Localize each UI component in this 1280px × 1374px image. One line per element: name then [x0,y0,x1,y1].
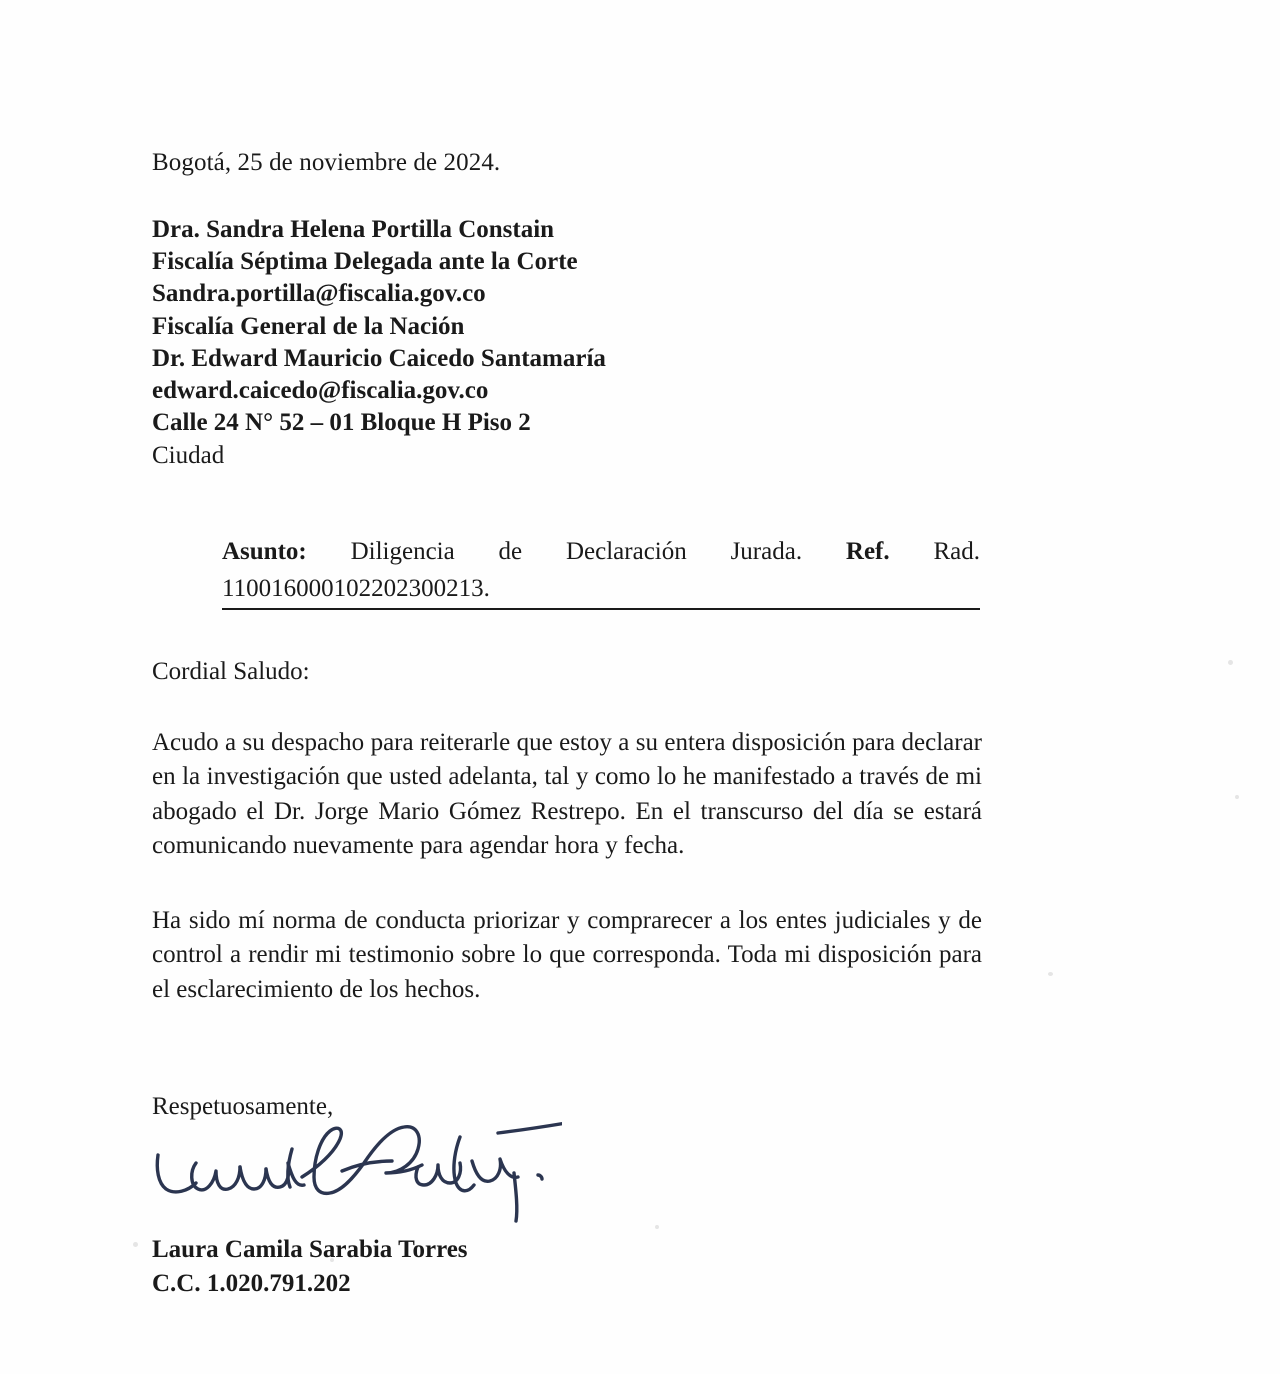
scan-speck [1228,660,1233,665]
subject-block [222,534,980,610]
addressee-line: Fiscalía Séptima Delegada ante la Corte [152,248,578,275]
subject-rad-tail: 3. [471,574,490,602]
handwritten-signature-icon [142,1115,562,1225]
letter-body [152,146,982,1300]
subject-word-1: Diligencia [350,537,455,565]
date-line: Bogotá, 25 de noviembre de 2024. [152,149,501,176]
subject-word-3: Declaración [565,537,687,565]
addressee-block [152,214,982,472]
signature-area [152,1121,982,1229]
subject-rad-label: Rad. [933,537,980,565]
addressee-line: Fiscalía General de la Nación [152,312,465,340]
addressee-line: Dra. Sandra Helena Portilla Constain [152,215,555,243]
subject-first-line [222,534,980,569]
scan-speck [1048,972,1053,976]
scan-speck [133,1242,138,1247]
subject-second-line [222,571,980,610]
subject-label: Asunto: [222,537,307,565]
subject-rad-number: 11001600010220230021 [222,574,472,602]
paragraph-2: Ha sido mí norma de conducta priorizar y comprarecer a los entes judiciales y de control a rendir mi testimonio sobre lo que corresponda. Toda mi disposición para el esclarecimiento de los hechos. [152,906,982,1003]
subject-ref-label: Ref. [845,537,890,565]
signer-name: Laura Camila Sarabia Torres [152,1236,468,1264]
addressee-email: edward.caicedo@fiscalia.gov.co [152,377,489,404]
paragraph-1: Acudo a su despacho para reiterarle que estoy a su entera disposición para declarar en la investigación que usted adelanta, tal y como lo he manifestado a través de mi abogado el Dr. Jorge Mario Gómez Restrepo. En el transcurso del día se estará comunicando nuevamente para agendar hora y fecha. [152,728,982,860]
addressee-city: Ciudad [152,441,225,469]
addressee-line: Dr. Edward Mauricio Caicedo Santamaría [152,344,606,372]
scan-speck [1235,795,1239,799]
subject-word-2: de [498,537,523,565]
subject-word-4: Jurada. [730,537,803,565]
greeting: Cordial Saludo: [152,657,310,685]
addressee-address: Calle 24 N° 52 – 01 Bloque H Piso 2 [152,409,531,437]
signer-id: C.C. 1.020.791.202 [152,1269,351,1297]
closing: Respetuosamente, [152,1093,334,1121]
addressee-email: Sandra.portilla@fiscalia.gov.co [152,280,486,308]
signer-block [152,1233,982,1300]
